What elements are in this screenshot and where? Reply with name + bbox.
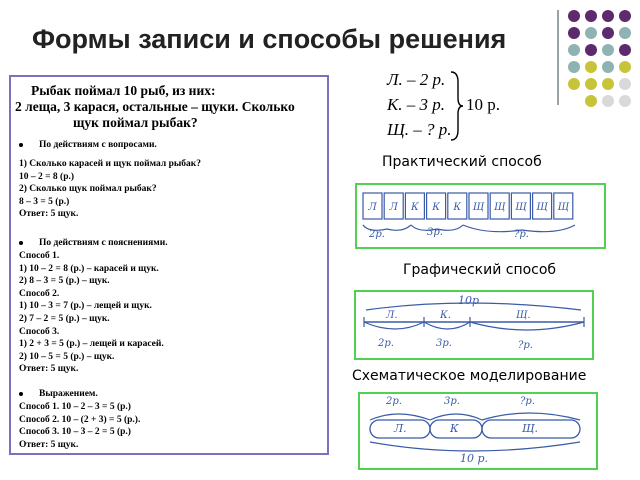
record-line-bream: Л. – 2 р. <box>387 70 446 89</box>
dot-icon <box>602 61 614 73</box>
method-1-lines <box>19 158 201 221</box>
dot-icon <box>585 44 597 56</box>
solution-line: Способ 1. <box>19 251 60 261</box>
schematic-segment-label: Л. <box>394 422 407 435</box>
fish-card-letter: Щ <box>557 202 570 213</box>
bullet-icon <box>19 241 23 245</box>
graphic-under-label: 3р. <box>436 338 452 349</box>
fish-card-letter: К <box>411 202 419 213</box>
fish-card-letter: К <box>453 202 462 213</box>
solution-line: 8 – 3 = 5 (р.) <box>19 196 70 207</box>
method-2-lines <box>19 250 164 376</box>
solution-line: 1) 10 – 3 = 7 (р.) – лещей и щук. <box>19 301 152 312</box>
fish-card-letter: Л <box>368 202 377 213</box>
dot-icon <box>602 95 614 107</box>
solution-line: Способ 2. 10 – (2 + 3) = 5 (р.). <box>19 414 141 425</box>
solution-line: Ответ: 5 щук. <box>19 364 79 375</box>
solution-line: 1) 2 + 3 = 5 (р.) – лещей и карасей. <box>19 339 164 350</box>
fish-card-letter: Л <box>389 202 398 213</box>
dot-icon <box>602 44 614 56</box>
problem-line-1: Рыбак поймал 10 рыб, из них: <box>31 83 216 98</box>
fish-card-letter: Щ <box>536 202 548 213</box>
dot-icon <box>568 27 580 39</box>
slide-title: Формы записи и способы решения <box>32 24 507 54</box>
schematic-total-label: 10 р. <box>460 452 489 465</box>
graphic-total-label: 10р <box>458 294 480 307</box>
schematic-top-label: 3р. <box>444 396 460 407</box>
dot-icon <box>585 78 597 90</box>
dot-icon <box>585 95 597 107</box>
dot-icon <box>619 78 631 90</box>
method-3-lines <box>19 401 140 451</box>
practical-under-label: ?р. <box>514 229 529 240</box>
practical-under-label: 3р. <box>427 227 443 238</box>
record-line-crucian: К. – 3 р. <box>387 95 446 114</box>
dot-icon <box>619 27 631 39</box>
dot-icon <box>585 61 597 73</box>
dot-icon <box>619 10 631 22</box>
solution-line: 2) 7 – 2 = 5 (р.) – щук. <box>19 313 110 324</box>
decorative-dot-grid <box>565 8 640 108</box>
fish-card-letter: Щ <box>515 202 527 213</box>
solution-line: Способ 1. 10 – 2 – 3 = 5 (р.) <box>19 402 131 412</box>
schematic-method-box <box>358 392 598 470</box>
schematic-segment-label: К <box>450 422 459 435</box>
graphic-method-box <box>354 290 594 360</box>
graphic-segment-label: Л. <box>386 310 398 321</box>
solution-line: 2) Сколько щук поймал рыбак? <box>19 184 157 195</box>
bullet-icon <box>19 392 23 396</box>
solution-line: Способ 3. <box>19 326 60 337</box>
schematic-method-label: Схематическое моделирование <box>352 368 587 384</box>
solutions-panel <box>9 75 329 455</box>
practical-cards-drawing <box>357 185 604 247</box>
dot-icon <box>619 61 631 73</box>
practical-method-label: Практический способ <box>382 154 542 170</box>
dot-icon <box>619 95 631 107</box>
dot-icon <box>602 10 614 22</box>
fish-card-letter: Щ <box>472 202 485 213</box>
curly-brace-icon <box>449 70 465 142</box>
graphic-under-label: 2р. <box>378 338 394 349</box>
dot-icon <box>602 27 614 39</box>
solution-line: Ответ: 5 щук. <box>19 209 79 220</box>
solution-line: 2) 8 – 3 = 5 (р.) – щук. <box>19 276 110 287</box>
method-heading: По действиям с вопросами. <box>19 139 157 152</box>
dot-icon <box>568 78 580 90</box>
schematic-segment-label: Щ. <box>522 422 539 435</box>
solution-line: Способ 3. 10 – 3 – 2 = 5 (р.) <box>19 427 131 438</box>
fish-card-letter: К <box>432 202 440 213</box>
method-heading: По действиям с пояснениями. <box>19 237 168 250</box>
problem-line-3: щук поймал рыбак? <box>73 115 198 130</box>
solution-line: 2) 10 – 5 = 5 (р.) – щук. <box>19 351 115 362</box>
dot-icon <box>568 61 580 73</box>
record-line-pike: Щ. – ? р. <box>387 120 452 139</box>
problem-line-2: 2 леща, 3 карася, остальные – щуки. Сколько <box>15 99 295 114</box>
dot-icon <box>585 10 597 22</box>
method-heading: Выражением. <box>19 388 98 401</box>
solution-line: Ответ: 5 щук. <box>19 439 79 450</box>
graphic-under-label: ?р. <box>518 340 533 351</box>
graphic-segment-label: Щ. <box>516 310 531 321</box>
practical-method-box <box>355 183 606 249</box>
solution-line: Способ 2. <box>19 288 60 299</box>
bullet-icon <box>19 143 23 147</box>
dot-icon <box>568 10 580 22</box>
dot-icon <box>568 44 580 56</box>
practical-under-label: 2р. <box>369 229 385 240</box>
dot-icon <box>619 44 631 56</box>
graphic-method-label: Графический способ <box>403 262 557 278</box>
solution-line: 1) 10 – 2 = 8 (р.) – карасей и щук. <box>19 263 159 274</box>
graphic-segment-label: К. <box>440 310 451 321</box>
record-total: 10 р. <box>466 95 500 114</box>
schematic-top-label: 2р. <box>386 396 402 407</box>
dot-icon <box>602 78 614 90</box>
dot-icon <box>585 27 597 39</box>
decorative-divider <box>557 10 559 105</box>
solution-line: 10 – 2 = 8 (р.) <box>19 171 75 182</box>
fish-card-letter: Щ <box>493 202 506 213</box>
schematic-top-label: ?р. <box>520 396 535 407</box>
solution-line: 1) Сколько карасей и щук поймал рыбак? <box>19 159 201 169</box>
